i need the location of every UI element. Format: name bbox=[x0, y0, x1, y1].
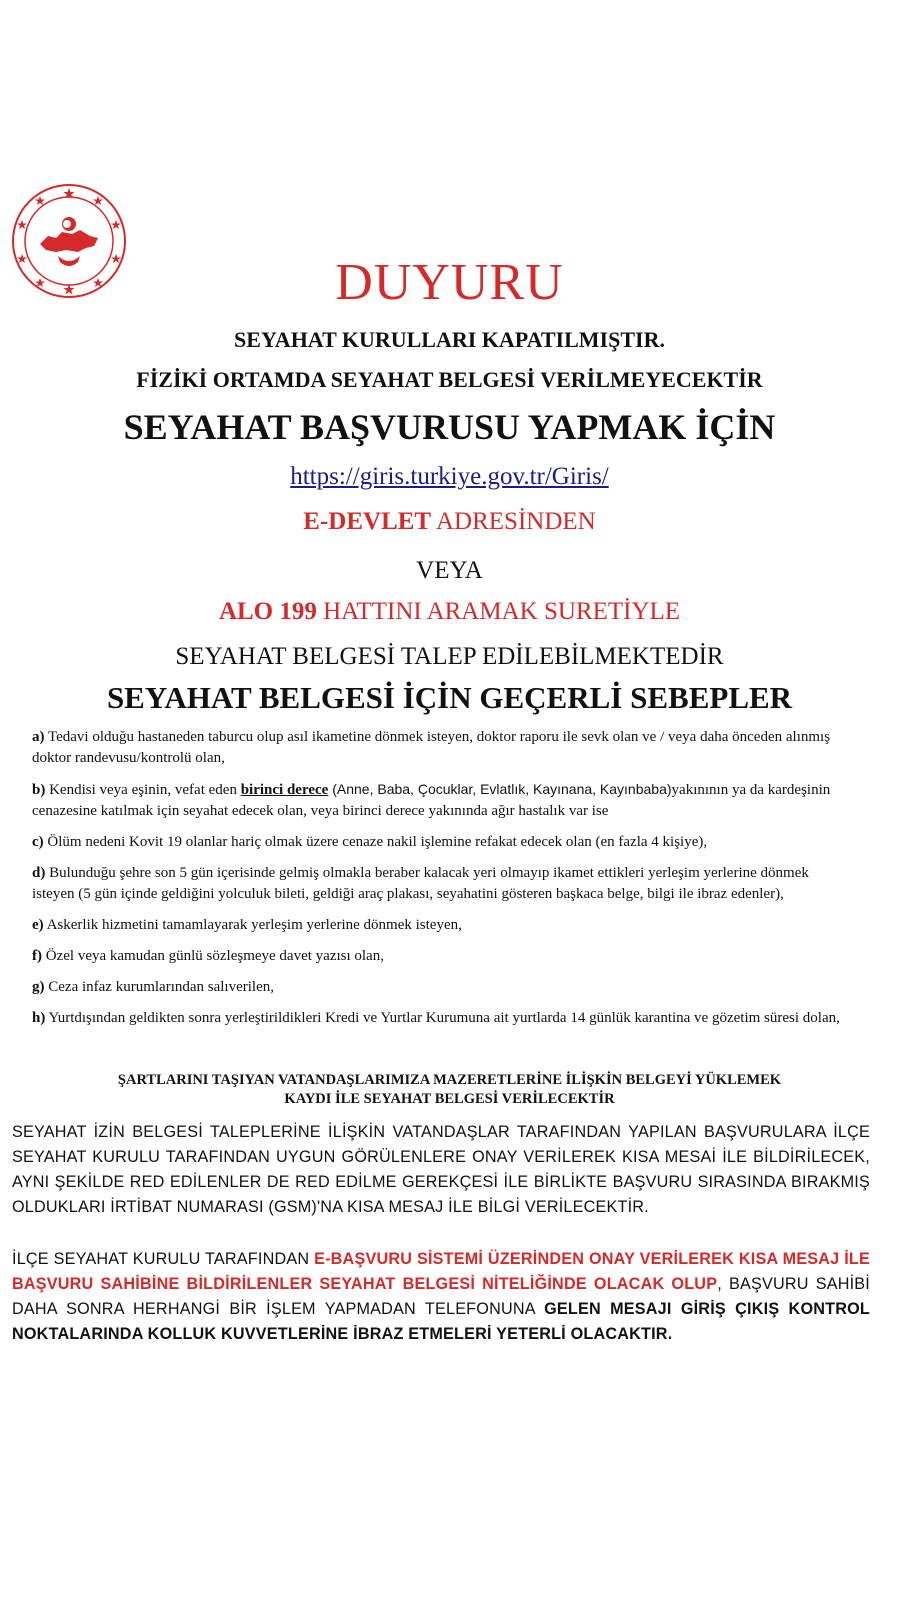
item-text-g: Ceza infaz kurumlarından salıverilen, bbox=[44, 979, 274, 995]
list-item bbox=[32, 977, 847, 998]
list-item bbox=[32, 946, 847, 967]
para2-part1: İLÇE SEYAHAT KURULU TARAFINDAN bbox=[12, 1250, 315, 1268]
item-key-b: b) bbox=[32, 782, 46, 798]
notice-line-3: SEYAHAT BAŞVURUSU YAPMAK İÇİN bbox=[123, 407, 776, 447]
veya-text: VEYA bbox=[416, 557, 483, 584]
item-key-f: f) bbox=[32, 948, 42, 964]
list-item bbox=[32, 1008, 847, 1029]
sebepler-heading: SEYAHAT BELGESİ İÇİN GEÇERLİ SEBEPLER bbox=[106, 680, 793, 715]
item-key-g: g) bbox=[32, 979, 45, 995]
item-text-h: Yurtdışından geldikten sonra yerleştirildikleri Kredi ve Yurtlar Kurumuna ait yurtlarda 14 günlük karantina ve gözetim süresi dolan, bbox=[45, 1010, 840, 1026]
alo-rest: HATTINI ARAMAK SURETİYLE bbox=[316, 598, 681, 625]
item-key-d: d) bbox=[32, 865, 46, 881]
item-text-b-underlined: birinci derece bbox=[240, 782, 329, 798]
notice-line-1: SEYAHAT KURULLARI KAPATILMIŞTIR. bbox=[234, 327, 665, 352]
talep-text: SEYAHAT BELGESİ TALEP EDİLEBİLMEKTEDİR bbox=[175, 643, 724, 670]
announcement-title: DUYURU bbox=[335, 254, 564, 311]
conditions-note bbox=[0, 1071, 899, 1109]
para2-bold: GELEN MESAJI GİRİŞ ÇIKIŞ KONTROL NOKTALARINDA KOLLUK KUVVETLERİNE İBRAZ ETMELERİ YETERLİ OLACAKTIR. bbox=[12, 1300, 870, 1343]
notice-line-2: FİZİKİ ORTAMDA SEYAHAT BELGESİ VERİLMEYECEKTİR bbox=[136, 367, 763, 392]
edevlet-rest: ADRESİNDEN bbox=[431, 508, 596, 535]
para2-part2: , BAŞVURU SAHİBİ DAHA SONRA HERHANGİ BİR İŞLEM YAPMADAN TELEFONUNA bbox=[12, 1275, 870, 1318]
item-key-e: e) bbox=[32, 917, 44, 933]
item-text-d: Bulunduğu şehre son 5 gün içerisinde gelmiş olmakla beraber kalacak yeri olmayıp ikamet ettikleri yerleşim yerlerine dönmek isteyen (5 gün içinde geldiğini yolculuk bileti, geldiği araç plakası, seyahatini gösteren başkaca belge, bilgi ile ibraz edenler), bbox=[32, 865, 809, 902]
edevlet-label: E-DEVLET bbox=[303, 508, 432, 535]
alo-line bbox=[0, 598, 899, 626]
item-text-c: Ölüm nedeni Kovit 19 olanlar hariç olmak üzere cenaze nakil işlemine refakat edecek olan (en fazla 4 kişiye), bbox=[43, 834, 708, 850]
item-text-b-relatives: (Anne, Baba, Çocuklar, Evlatlık, Kayınana, Kayınbaba) bbox=[328, 781, 672, 797]
conditions-line-1: ŞARTLARINI TAŞIYAN VATANDAŞLARIMIZA MAZERETLERİNE İLİŞKİN BELGEYİ YÜKLEMEK bbox=[117, 1072, 782, 1088]
item-text-b2: yakınının ya da kardeşinin cenazesine katılmak için seyahat edecek olan, veya birinci derece yakınında ağır hastalık var ise bbox=[32, 782, 831, 819]
para2-red: E-BAŞVURU SİSTEMİ ÜZERİNDEN ONAY VERİLEREK KISA MESAJ İLE BAŞVURU SAHİBİNE BİLDİRİLENLER SEYAHAT BELGESİ NİTELİĞİNDE OLACAK OLUP bbox=[12, 1250, 870, 1293]
item-text-a: Tedavi olduğu hastaneden taburcu olup asıl ikametine dönmek isteyen, doktor raporu ile sevk olan ve / veya daha önceden alınmış doktor randevusu/kontrolü olan, bbox=[32, 729, 831, 766]
list-item bbox=[32, 727, 847, 769]
alo-number: ALO 199 bbox=[218, 598, 317, 625]
edevlet-line bbox=[0, 508, 899, 536]
info-paragraph-1: SEYAHAT İZİN BELGESİ TALEPLERİNE İLİŞKİN VATANDAŞLAR TARAFINDAN YAPILAN BAŞVURULARA İLÇE SEYAHAT KURULU TARAFINDAN UYGUN GÖRÜLENLERE ONAY VERİLEREK KISA MESAİ İLE BİLDİRİLECEK, AYNI ŞEKİLDE RED EDİLENLER DE RED EDİLME GEREKÇESİ İLE BİRLİKTE BAŞVURU SIRASINDA BIRAKMIŞ OLDUKLARI İRTİBAT NUMARASI (GSM)'NA KISA MESAJ İLE BİLGİ VERİLECEKTİR. bbox=[12, 1123, 870, 1216]
list-item bbox=[32, 779, 847, 822]
item-key-c: c) bbox=[32, 834, 44, 850]
list-item bbox=[32, 915, 847, 936]
item-text-e: Askerlik hizmetini tamamlayarak yerleşim yerlerine dönmek isteyen, bbox=[43, 917, 462, 933]
conditions-line-2: KAYDI İLE SEYAHAT BELGESİ VERİLECEKTİR bbox=[284, 1091, 615, 1107]
item-key-a: a) bbox=[32, 729, 45, 745]
item-text-b1: Kendisi veya eşinin, vefat eden bbox=[45, 782, 241, 798]
info-paragraph-2 bbox=[12, 1247, 870, 1347]
item-key-h: h) bbox=[32, 1010, 46, 1026]
reasons-list bbox=[32, 727, 847, 1039]
list-item bbox=[32, 832, 847, 853]
item-text-f: Özel veya kamudan günlü sözleşmeye davet yazısı olan, bbox=[42, 948, 384, 964]
list-item bbox=[32, 863, 847, 905]
edevlet-link[interactable]: https://giris.turkiye.gov.tr/Giris/ bbox=[290, 463, 609, 490]
